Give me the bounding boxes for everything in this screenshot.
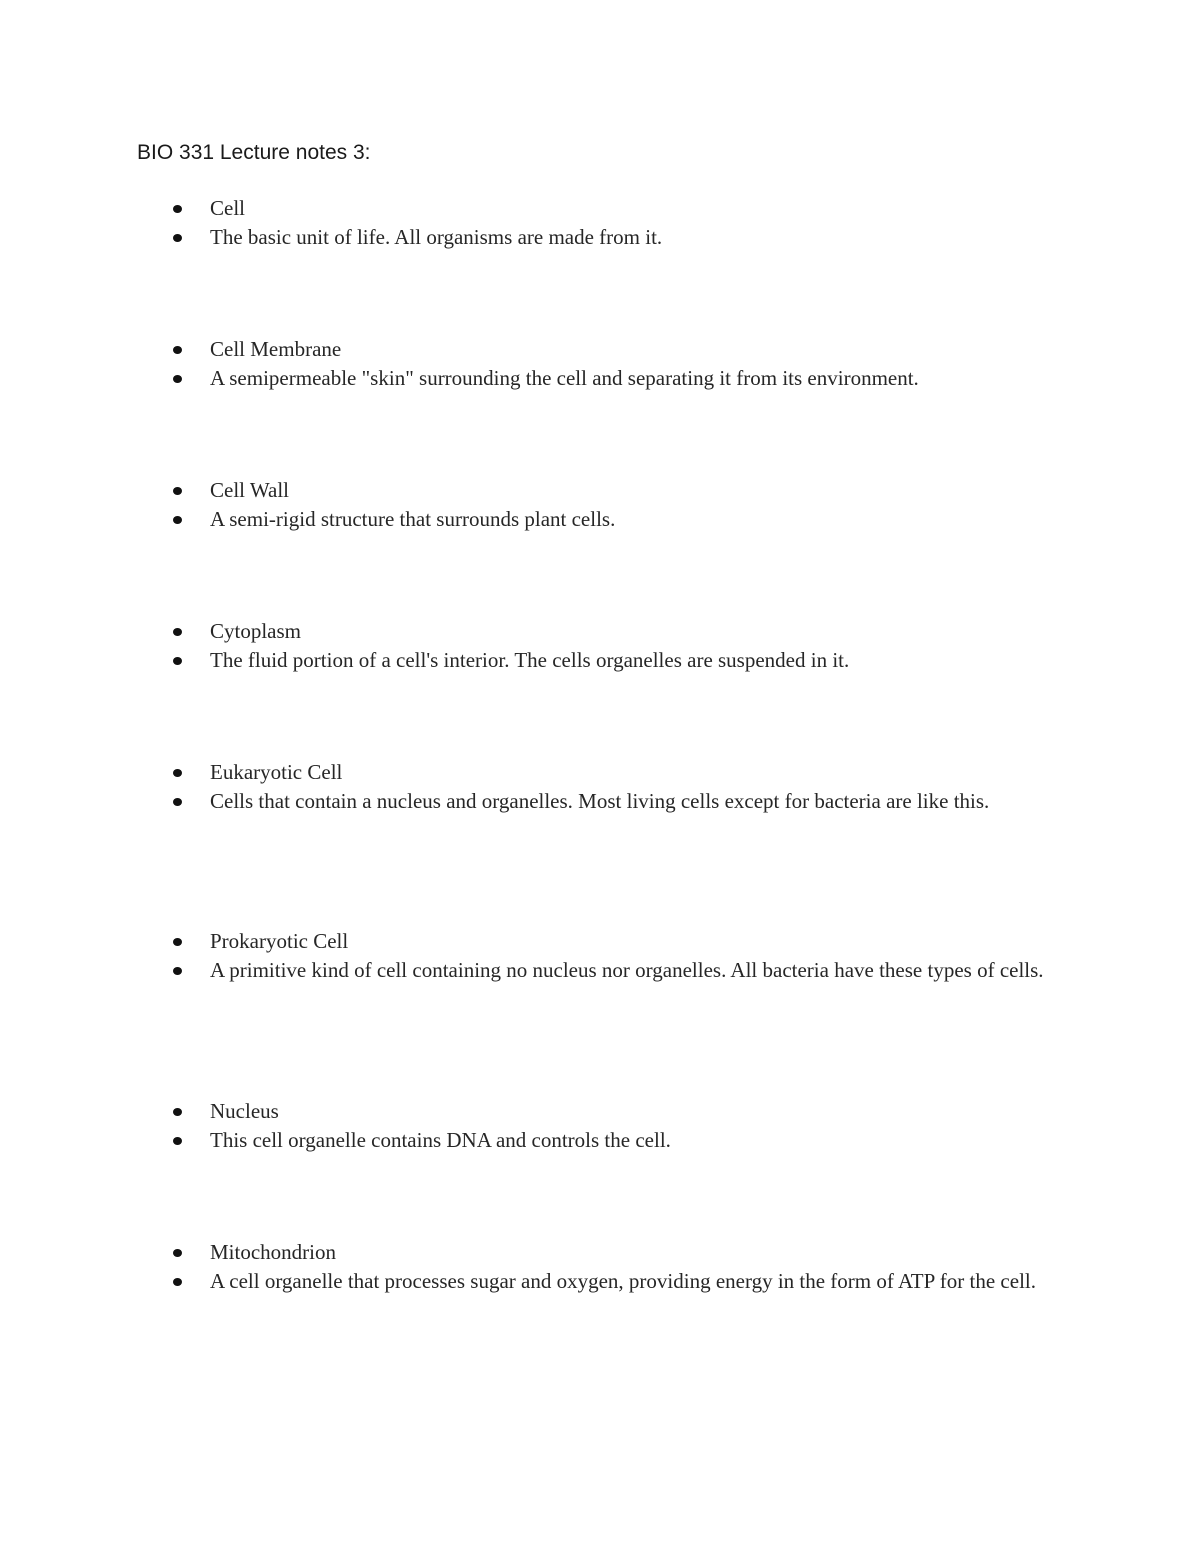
list-item-definition	[0, 956, 1200, 985]
term-text: Prokaryotic Cell	[210, 929, 349, 953]
list-item-term	[0, 758, 1200, 787]
term-entry-cell-wall	[0, 476, 1200, 534]
definition-text: A cell organelle that processes sugar and oxygen, providing energy in the form of ATP for the cell.	[210, 1269, 1036, 1293]
term-text: Cytoplasm	[210, 619, 302, 643]
term-entry-cytoplasm	[0, 617, 1200, 675]
bullet-icon	[173, 1249, 182, 1257]
bullet-icon	[173, 346, 182, 354]
list-item-term	[0, 476, 1200, 505]
bullet-icon	[173, 1108, 182, 1116]
definition-text: A semi-rigid structure that surrounds plant cells.	[210, 507, 616, 531]
definition-text: A primitive kind of cell containing no nucleus nor organelles. All bacteria have these types of cells.	[210, 958, 1044, 982]
list-item-term	[0, 1097, 1200, 1126]
bullet-icon	[173, 1278, 182, 1286]
term-text: Mitochondrion	[210, 1240, 336, 1264]
definition-text: A semipermeable "skin" surrounding the cell and separating it from its environment.	[210, 366, 919, 390]
term-entry-cell	[0, 194, 1200, 252]
bullet-icon	[173, 628, 182, 636]
term-text: Eukaryotic Cell	[210, 760, 343, 784]
list-item-term	[0, 1238, 1200, 1267]
term-text: Cell Wall	[210, 478, 289, 502]
term-entry-eukaryotic-cell	[0, 758, 1200, 816]
term-entry-cell-membrane	[0, 335, 1200, 393]
bullet-icon	[173, 938, 182, 946]
list-item-term	[0, 927, 1200, 956]
list-item-term	[0, 194, 1200, 223]
definition-text: The basic unit of life. All organisms are made from it.	[210, 225, 663, 249]
definition-text: Cells that contain a nucleus and organelles. Most living cells except for bacteria are like this.	[210, 789, 990, 813]
list-item-term	[0, 617, 1200, 646]
bullet-icon	[173, 769, 182, 777]
term-entry-nucleus	[0, 1097, 1200, 1155]
list-item-definition	[0, 646, 1200, 675]
bullet-icon	[173, 375, 182, 383]
bullet-icon	[173, 205, 182, 213]
term-entry-prokaryotic-cell	[0, 927, 1200, 985]
term-text: Nucleus	[210, 1099, 279, 1123]
list-item-definition	[0, 1267, 1200, 1296]
definition-text: This cell organelle contains DNA and controls the cell.	[210, 1128, 671, 1152]
list-item-definition	[0, 505, 1200, 534]
bullet-icon	[173, 1137, 182, 1145]
term-text: Cell	[210, 196, 245, 220]
bullet-icon	[173, 234, 182, 242]
list-item-term	[0, 335, 1200, 364]
page-title: BIO 331 Lecture notes 3:	[137, 141, 371, 164]
definition-text: The fluid portion of a cell's interior. The cells organelles are suspended in it.	[210, 648, 850, 672]
term-entry-mitochondrion	[0, 1238, 1200, 1296]
bullet-icon	[173, 657, 182, 665]
bullet-icon	[173, 798, 182, 806]
list-item-definition	[0, 1126, 1200, 1155]
list-item-definition	[0, 364, 1200, 393]
bullet-icon	[173, 487, 182, 495]
list-item-definition	[0, 787, 1200, 816]
term-text: Cell Membrane	[210, 337, 342, 361]
bullet-icon	[173, 516, 182, 524]
bullet-icon	[173, 967, 182, 975]
list-item-definition	[0, 223, 1200, 252]
